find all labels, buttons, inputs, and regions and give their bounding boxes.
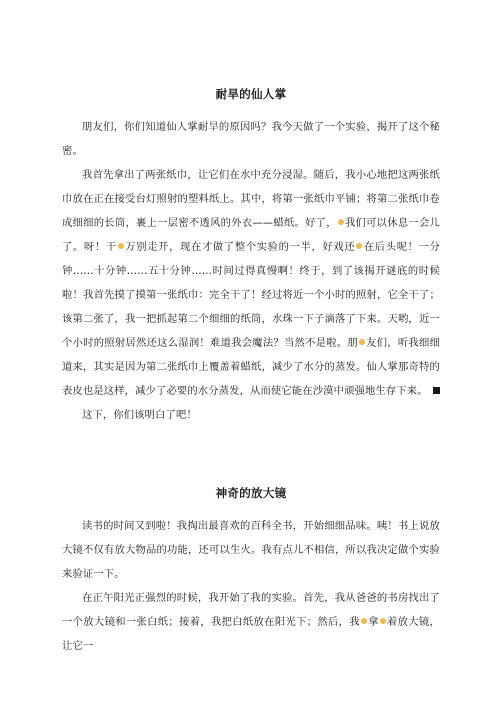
article-title: 神奇的放大镜 bbox=[215, 486, 287, 500]
highlight-dot-icon bbox=[338, 219, 344, 225]
end-mark-icon bbox=[433, 387, 440, 394]
paragraph-experiment bbox=[62, 163, 440, 403]
paragraph-text: 读书的时间又到啦！我掏出最喜欢的百科全书，开始细细品味。咦！书上说放大镜不仅有放大物品的功能，还可以生火。我有点儿不相信，所以我决定做个实验来验证一下。 bbox=[62, 520, 440, 580]
highlight-dot-icon bbox=[359, 339, 365, 345]
paragraph-text: 在后头呢！一分钟……十分钟……五十分钟……时间过得真慢啊！终于，到了该揭开谜底的时候啦！我首先摸了摸第一张纸巾：完全干了！经过将近一个小时的照射，它全干了；该第二张了，我一把抓起第二个细细的纸筒，水珠一下子滴落了下来。天哟，近一个小时的照射居然还这么湿润！难道我会魔法？当然不是啦。朋 bbox=[62, 241, 441, 349]
paragraph-text: 在正午阳光正强烈的时候，我开始了我的实验。首先，我从爸爸的书房找出了一个放大镜和一张白纸；接着，我把白纸放在阳光下；然后，我 bbox=[62, 592, 440, 628]
highlight-dot-icon bbox=[118, 243, 124, 249]
article-magnifier bbox=[62, 485, 440, 658]
paragraph-text: 万别走开，现在才做了整个实验的一半，好戏还 bbox=[124, 241, 356, 253]
paragraph-text: 拿 bbox=[367, 616, 379, 628]
article-title: 耐旱的仙人掌 bbox=[215, 87, 287, 101]
paragraph-text: 友们，听我细细道来，其实是因为第二张纸巾上覆盖着蜡纸，减少了水分的蒸发。仙人掌那奇特的表皮也是这样，减少了必要的水分蒸发，从而使它能在沙漠中顽强地生存下来。 bbox=[62, 337, 440, 397]
article-cactus bbox=[62, 86, 440, 427]
paragraph-text: 我们可以休息一会儿了。呀！干 bbox=[62, 217, 440, 253]
paragraph-intro bbox=[62, 115, 440, 163]
paragraph-intro bbox=[62, 514, 440, 586]
paragraph-experiment bbox=[62, 586, 440, 658]
highlight-dot-icon bbox=[356, 243, 362, 249]
paragraph-text: 这下，你们该明白了吧！ bbox=[82, 409, 197, 421]
paragraph-text: 朋友们，你们知道仙人掌耐旱的原因吗？我今天做了一个实验，揭开了这个秘密。 bbox=[62, 121, 440, 157]
paragraph-text: 我首先拿出了两张纸巾，让它们在水中充分浸湿。随后，我小心地把这两张纸巾放在正在接受台灯照射的塑料纸上。其中，将第一张纸巾平铺；将第二张纸巾卷成细细的长筒，裹上一层密不透风的外衣——蜡纸。好了， bbox=[62, 169, 440, 229]
paragraph-conclusion bbox=[62, 403, 440, 427]
highlight-dot-icon bbox=[380, 618, 386, 624]
paragraph-text: 着放大镜，让它一 bbox=[62, 616, 441, 652]
highlight-dot-icon bbox=[361, 618, 367, 624]
